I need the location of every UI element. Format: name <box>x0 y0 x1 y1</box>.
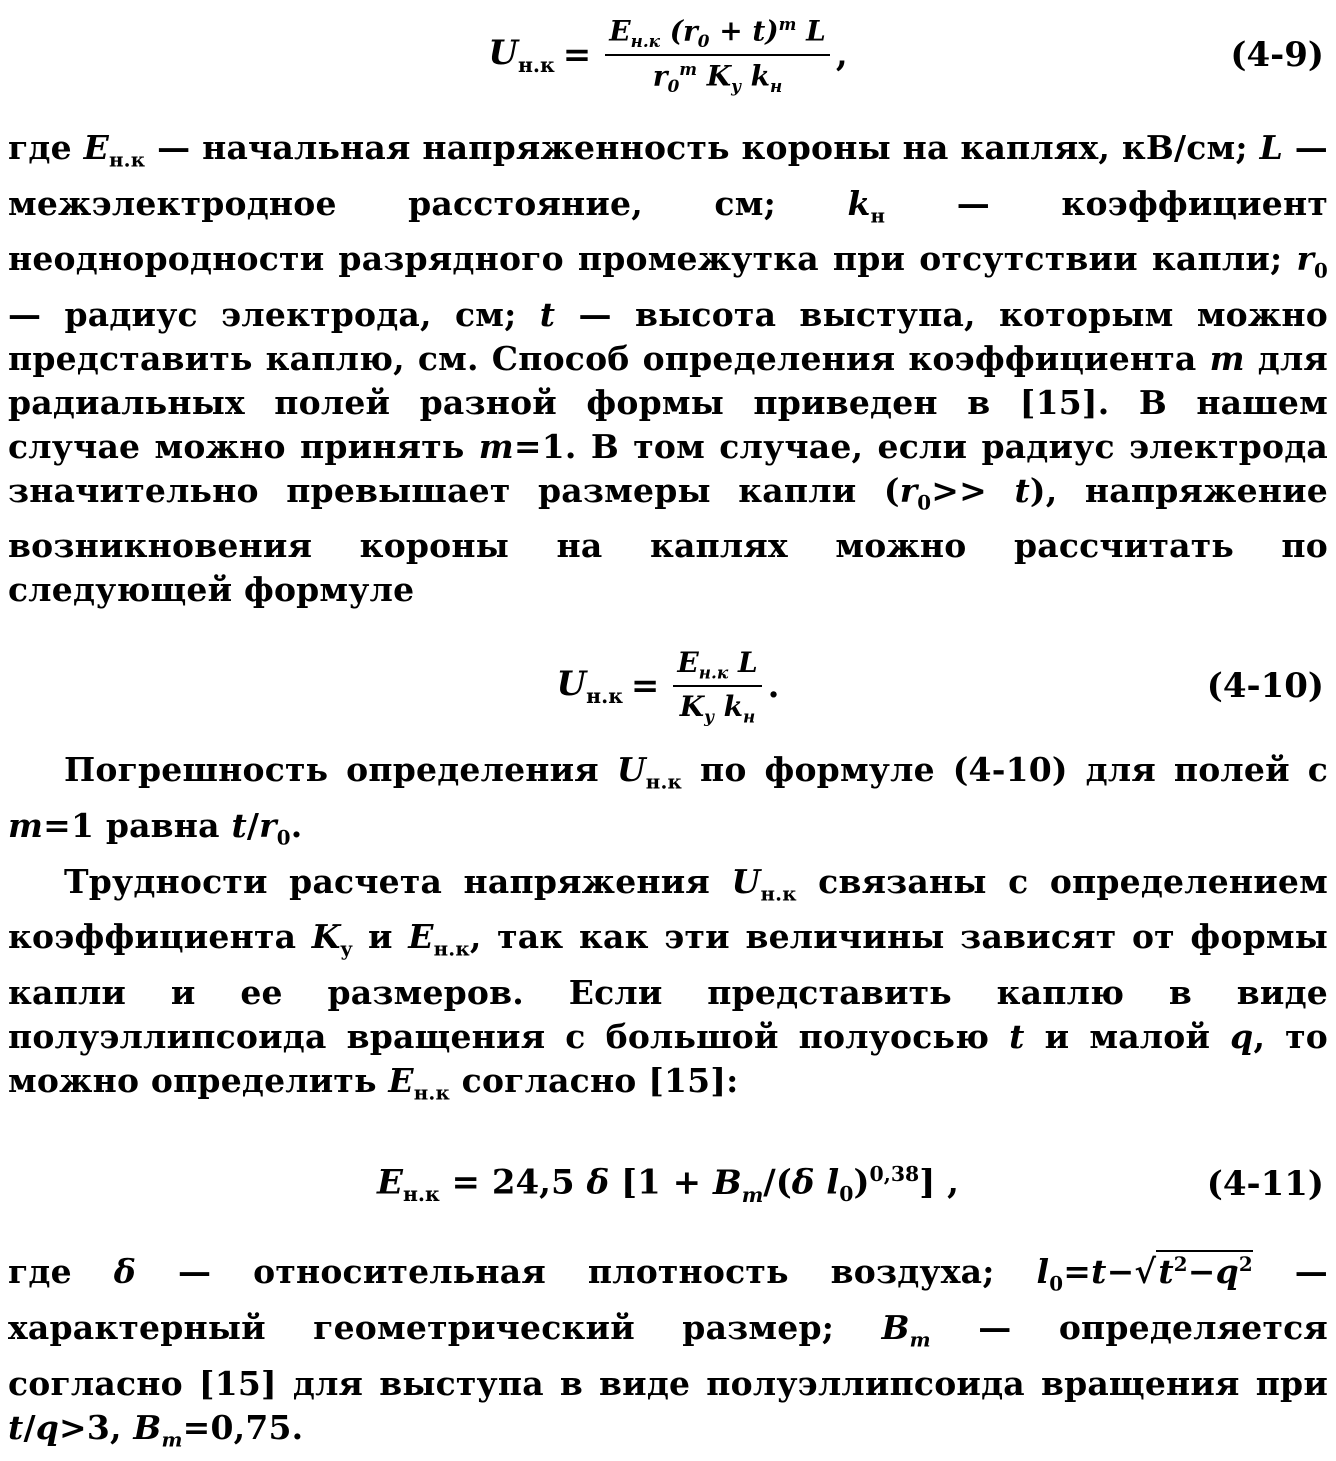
numerator: $E_{н.к}$ $(r_0 + t)^m$ L <box>605 14 830 56</box>
equation-number: (4-10) <box>1206 666 1324 707</box>
equation-number: (4-11) <box>1206 1164 1324 1205</box>
paragraph: где $E_{н.к}$ — начальная напряженность короны на каплях, кВ/см; L — межэлектродное расстояние, см; $k_н$ — коэффициент неоднородности разрядного промежутка при отсутствии капли; $r_0$ — радиус электрода, см; t — высота выступа, которым можно представить каплю, см. Способ определения коэффициента m для радиальных полей разной формы приведен в [15]. В нашем случае можно принять m=1. В том случае, если радиус электрода значительно превышает размеры капли $(r_0>> t)$, напряжение возникновения короны на каплях можно рассчитать по следующей формуле <box>8 128 1329 610</box>
equation-number: (4-9) <box>1230 35 1324 75</box>
equation-lhs: $U_{н.к}$ <box>488 33 555 77</box>
equation-4-9: $U_{н.к}$ = $\frac{E_{н.к} (r_0 + t)^m L}{r_0^m K_y k_н}$ , (4-9) <box>488 14 1324 96</box>
paragraph: Трудности расчета напряжения $U_{н.к}$ связаны с определением коэффициента $K_y$ и $E_{н.к}$, так как эти величины зависят от формы капли и ее размеров. Если представить каплю в виде полуэллипсоида вращения с большой полуосью t и малой q, то можно определить $E_{н.к}$ согласно [15]: <box>8 861 1328 1105</box>
fraction <box>605 14 830 96</box>
paragraph: где δ — относительная плотность воздуха; $l_0=t-√t^2-q^2$ — характерный геометрический размер; $B_m$ — определяется согласно [15] для выступа в виде полуэллипсоида вращения при t/q>3, $B_m=0,75$. <box>8 1252 1329 1452</box>
page <box>8 0 1328 1461</box>
equation-body: $E_{н.к} = 24,5$ δ [$1 + B_m/(\delta$ $l_0)^{0,38}$] , <box>377 1162 959 1207</box>
equation-4-11 <box>8 1126 1328 1242</box>
denominator: $r_0^m$ $K_y$ $k_н$ <box>652 59 783 96</box>
paragraph: Погрешность определения $U_{н.к}$ по формуле (4-10) для полей с m=1 равна $t/r_0$. <box>8 750 1328 850</box>
equation-lhs: $U_{н.к}$ <box>556 664 623 709</box>
equation-4-10: $U_{н.к}$ = $\frac{E_{н.к} L}{K_y k_н}$ . (4-10) <box>556 645 1324 727</box>
fraction <box>673 646 761 727</box>
denominator: $K_y$ $k_н$ <box>679 690 756 727</box>
numerator: $E_{н.к}$ L <box>673 646 761 688</box>
